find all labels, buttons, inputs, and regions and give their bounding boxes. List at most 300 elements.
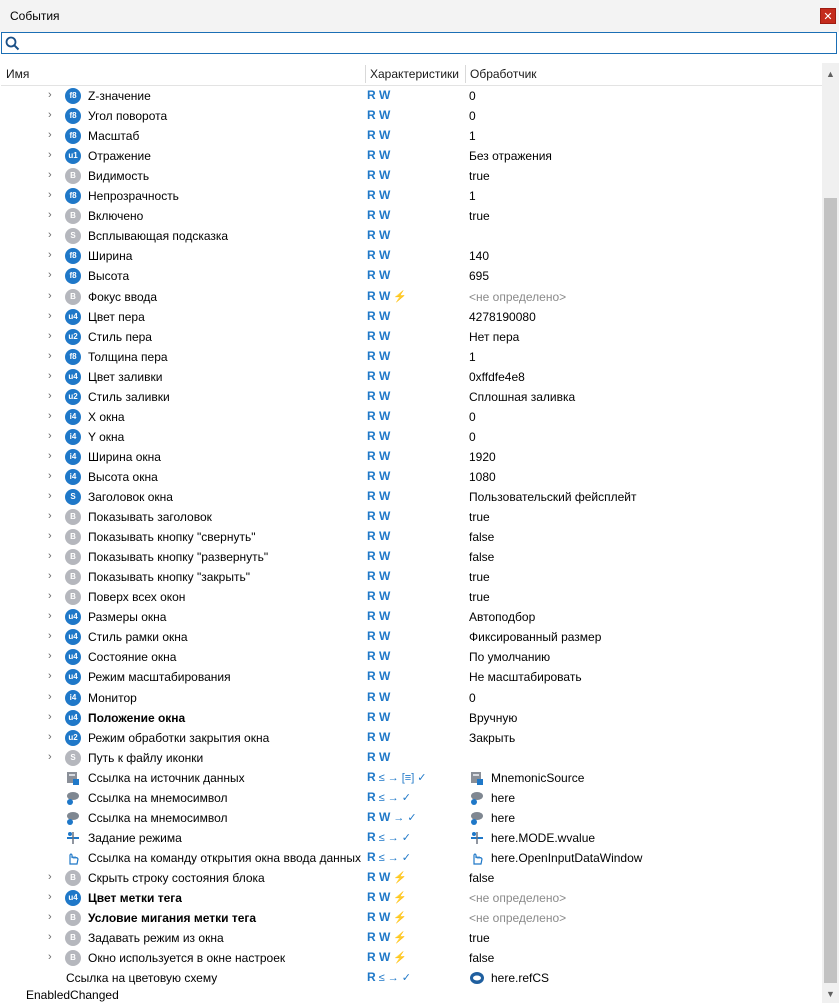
type-badge-icon: u2 [65,730,81,746]
rw-flags: R W [367,368,391,383]
property-characteristics [367,509,393,525]
rw-flags: R W [367,428,391,443]
property-name: Положение окна [88,710,186,725]
column-props[interactable]: Характеристики [370,67,459,81]
table-row[interactable] [0,206,822,226]
property-characteristics [367,810,420,826]
table-row[interactable] [0,186,822,206]
property-name: Режим обработки закрытия окна [88,730,270,745]
property-name: X окна [88,409,125,424]
type-badge-icon: B [65,910,81,926]
property-name: Видимость [88,169,150,184]
search-icon [5,36,20,51]
rw-flags: R W [367,468,391,483]
handler-value[interactable]: false [469,870,495,885]
property-name: Цвет пера [88,309,145,324]
expand-chevron-icon[interactable]: › [48,109,52,122]
handler-value[interactable]: <не определено> [469,289,567,304]
table-row[interactable] [0,768,822,788]
property-name: Всплывающая подсказка [88,229,229,244]
vertical-scrollbar[interactable] [822,63,839,1003]
handler-value[interactable]: true [469,209,490,224]
table-row[interactable] [0,828,822,848]
handler-value[interactable]: Сплошная заливка [469,389,576,404]
table-row[interactable] [0,287,822,307]
table-row[interactable] [0,367,822,387]
expand-chevron-icon[interactable]: › [48,710,52,723]
rw-flags: R W [367,669,391,684]
handler-value[interactable]: false [469,550,495,565]
type-badge-icon: B [65,569,81,585]
handler-value[interactable]: 1080 [469,469,496,484]
column-handler[interactable]: Обработчик [470,67,537,81]
property-characteristics [367,730,393,746]
expand-chevron-icon[interactable]: › [48,349,52,362]
property-name: Стиль пера [88,329,152,344]
rw-flags: R W [367,509,391,524]
expand-chevron-icon[interactable]: › [48,129,52,142]
expand-chevron-icon[interactable]: › [48,449,52,462]
title-bar [0,0,839,32]
arrow-right-icon: → [387,791,399,804]
handler-value[interactable]: 1 [469,349,476,364]
rw-flags: R W [367,950,391,965]
arrow-right-icon: → [387,972,399,985]
property-characteristics [367,529,393,545]
table-row[interactable] [0,607,822,627]
table-row[interactable] [0,908,822,928]
rw-flags: R W [367,228,391,243]
expand-chevron-icon[interactable]: › [48,911,52,924]
handler-value[interactable]: Вручную [469,710,518,725]
type-badge-icon: B [65,870,81,886]
table-row[interactable] [0,347,822,367]
property-characteristics [367,449,393,465]
rw-flags: R W [367,869,391,884]
hand-icon [65,850,81,866]
table-row[interactable] [0,808,822,828]
expand-chevron-icon[interactable]: › [48,931,52,944]
table-row[interactable] [0,407,822,427]
handler-value[interactable]: 0 [469,109,476,124]
colorscheme-icon [469,970,485,986]
property-name: Ширина [88,249,133,264]
rw-flags: R W [367,549,391,564]
property-characteristics [367,429,393,445]
property-name: Включено [88,209,144,224]
property-characteristics [367,369,393,385]
expand-chevron-icon[interactable]: › [48,870,52,883]
table-row[interactable] [0,126,822,146]
property-characteristics [367,750,393,766]
property-characteristics [367,790,414,806]
rw-flags: R [367,970,376,985]
expand-chevron-icon[interactable]: › [48,550,52,563]
table-row[interactable] [0,447,822,467]
check-icon: ✓ [407,811,417,824]
search-bar[interactable] [1,32,837,54]
handler-value[interactable]: 1920 [469,449,496,464]
rw-flags: R W [367,348,391,363]
expand-chevron-icon[interactable]: › [48,469,52,482]
expand-chevron-icon[interactable]: › [48,149,52,162]
type-badge-icon: i4 [65,690,81,706]
table-row[interactable] [0,848,822,868]
search-input[interactable] [24,34,824,51]
handler-value[interactable]: <не определено> [469,911,567,926]
rw-flags: R W [367,208,391,223]
property-characteristics [367,629,393,645]
expand-chevron-icon[interactable]: › [48,429,52,442]
property-name: Скрыть строку состояния блока [88,870,265,885]
property-name: Поверх всех окон [88,590,186,605]
property-characteristics [367,930,410,946]
table-row[interactable] [0,226,822,246]
rw-flags: R W [367,288,391,303]
property-name: Толщина пера [88,349,168,364]
property-name: Задание режима [88,830,182,845]
expand-chevron-icon[interactable]: › [48,369,52,382]
property-characteristics [367,950,410,966]
property-name: Угол поворота [88,109,168,124]
type-badge-icon: f8 [65,349,81,365]
property-name: Путь к файлу иконки [88,750,204,765]
expand-chevron-icon[interactable]: › [48,891,52,903]
scroll-up-icon[interactable]: ▲ [826,69,835,79]
expand-chevron-icon[interactable]: › [48,409,52,422]
handler-value[interactable]: false [469,951,495,966]
expand-chevron-icon[interactable]: › [48,490,52,502]
expand-chevron-icon[interactable]: › [48,329,52,342]
property-name: Показывать кнопку "свернуть" [88,530,256,545]
handler-value[interactable]: 695 [469,269,490,284]
expand-chevron-icon[interactable]: › [48,690,52,703]
property-name: Y окна [88,429,125,444]
table-row[interactable] [0,266,822,286]
expand-chevron-icon[interactable]: › [48,730,52,743]
property-characteristics [367,890,410,906]
table-row[interactable] [0,667,822,687]
rw-flags: R W [367,88,391,102]
table-row[interactable] [0,587,822,607]
property-name: Размеры окна [88,610,167,625]
property-characteristics [367,108,393,124]
handler-value[interactable]: Пользовательский фейсплейт [469,490,637,504]
expand-chevron-icon[interactable]: › [48,630,52,643]
property-characteristics [367,248,393,264]
handler-value[interactable]: true [469,169,490,184]
handler-value[interactable]: MnemonicSource [491,770,585,785]
property-characteristics [367,469,393,485]
type-badge-icon: B [65,950,81,966]
property-name: Масштаб [88,129,140,144]
property-characteristics [367,569,393,585]
type-badge-icon: u4 [65,649,81,665]
lightning-icon: ⚡ [393,892,408,904]
type-badge-icon: u2 [65,329,81,345]
expand-chevron-icon[interactable]: › [48,309,52,322]
handler-value[interactable]: Фиксированный размер [469,630,602,645]
property-name: Отражение [88,149,151,164]
arrow-right-icon: → [387,851,399,864]
expand-chevron-icon[interactable]: › [48,289,52,302]
type-badge-icon: i4 [65,449,81,465]
expand-chevron-icon[interactable]: › [48,229,52,242]
property-name: Ссылка на источник данных [88,770,245,785]
expand-chevron-icon[interactable]: › [48,570,52,583]
property-characteristics [367,649,393,665]
handler-value[interactable]: <не определено> [469,891,567,905]
property-characteristics [367,268,393,284]
property-name: Показывать кнопку "закрыть" [88,570,250,585]
table-row[interactable] [0,467,822,487]
property-characteristics [367,710,393,726]
less-equal-icon: ≤ [378,972,385,985]
column-name[interactable]: Имя [6,67,30,81]
rw-flags: R W [367,729,391,744]
check-icon: ✓ [401,791,411,804]
property-characteristics [367,88,393,104]
table-row[interactable] [0,307,822,327]
type-badge-icon: i4 [65,409,81,425]
expand-chevron-icon[interactable]: › [48,269,52,282]
property-characteristics [367,770,429,786]
expand-chevron-icon[interactable]: › [48,610,52,623]
close-button[interactable]: ✕ [820,8,836,24]
table-row[interactable] [0,86,822,106]
handler-value[interactable]: Автоподбор [469,610,536,625]
handler-value[interactable]: true [469,590,490,605]
mode-icon [65,830,81,846]
type-badge-icon: u4 [65,710,81,726]
property-characteristics [367,148,393,164]
property-name: Монитор [88,690,137,705]
check-icon: ✓ [401,972,411,985]
handler-value[interactable]: По умолчанию [469,650,551,665]
expand-chevron-icon[interactable]: › [48,670,52,683]
property-name: Окно используется в окне настроек [88,951,286,966]
handler-value[interactable]: Не масштабировать [469,670,582,685]
table-row[interactable] [0,708,822,728]
expand-chevron-icon[interactable]: › [48,389,52,402]
handler-value[interactable]: true [469,931,490,946]
expand-chevron-icon[interactable]: › [48,650,52,663]
rw-flags: R W [367,890,391,904]
handler-value[interactable]: here.OpenInputDataWindow [491,850,643,865]
handler-value[interactable]: false [469,530,495,545]
table-row[interactable] [0,507,822,527]
rw-flags: R W [367,589,391,604]
property-name: Ссылка на команду открытия окна ввода данных [88,850,362,865]
property-characteristics [367,850,414,866]
property-characteristics [367,549,393,565]
property-characteristics [367,609,393,625]
type-badge-icon: i4 [65,429,81,445]
events-grid [0,86,822,1003]
table-row[interactable] [0,688,822,708]
less-equal-icon: ≤ [378,771,385,784]
expand-chevron-icon[interactable]: › [48,951,52,964]
handler-value[interactable]: 0 [469,409,476,424]
expand-chevron-icon[interactable]: › [48,750,52,763]
table-row[interactable] [0,968,822,988]
window-title: События [10,9,60,23]
table-row[interactable] [0,567,822,587]
type-badge-icon: u4 [65,609,81,625]
rw-flags: R W [367,529,391,544]
type-badge-icon: u4 [65,309,81,325]
handler-value[interactable]: 140 [469,249,490,264]
property-name: Условие мигания метки тега [88,911,257,926]
property-name: Ссылка на цветовую схему [66,971,218,986]
handler-value[interactable]: 0 [469,429,476,444]
expand-chevron-icon[interactable]: › [48,169,52,182]
lightning-icon: ⚡ [393,952,408,965]
type-badge-icon: u4 [65,629,81,645]
lightning-icon: ⚡ [393,932,408,945]
type-badge-icon: B [65,168,81,184]
property-name: Непрозрачность [88,189,179,204]
expand-chevron-icon[interactable]: › [48,89,52,101]
expand-chevron-icon[interactable]: › [48,209,52,222]
expand-chevron-icon[interactable]: › [48,530,52,543]
handler-value[interactable]: here.MODE.wvalue [491,830,596,845]
property-characteristics [367,489,393,505]
handler-value[interactable]: 4278190080 [469,309,536,324]
type-badge-icon: S [65,228,81,244]
bottom-item[interactable]: EnabledChanged [26,988,119,1002]
type-badge-icon: u4 [65,369,81,385]
rw-flags: R W [367,408,391,423]
handler-value[interactable]: Нет пера [469,329,520,344]
rw-flags: R [367,789,376,804]
scroll-down-icon[interactable]: ▼ [826,989,835,999]
type-badge-icon: B [65,589,81,605]
property-characteristics [367,188,393,204]
property-name: Показывать заголовок [88,510,212,525]
property-characteristics [367,329,393,345]
rw-flags: R W [367,248,391,263]
property-characteristics [367,208,393,224]
table-row[interactable] [0,928,822,948]
table-row[interactable] [0,166,822,186]
scroll-thumb[interactable] [824,198,837,983]
type-badge-icon: u4 [65,669,81,685]
handler-value[interactable]: 0 [469,89,476,103]
rw-flags: R W [367,108,391,123]
rw-flags: R W [367,609,391,624]
type-badge-icon: B [65,930,81,946]
table-row[interactable] [0,948,822,968]
table-row[interactable] [0,427,822,447]
property-characteristics [367,830,414,846]
type-badge-icon: f8 [65,88,81,104]
handler-value[interactable]: Без отражения [469,149,552,164]
expand-chevron-icon[interactable]: › [48,510,52,523]
handler-value[interactable]: 1 [469,129,476,144]
table-row[interactable] [0,106,822,126]
arrow-right-icon: → [387,831,399,844]
table-row[interactable] [0,246,822,266]
rw-flags: R W [367,749,391,764]
property-characteristics [367,289,410,305]
table-row[interactable] [0,647,822,667]
type-badge-icon: B [65,208,81,224]
expand-chevron-icon[interactable]: › [48,189,52,202]
rw-flags: R W [367,629,391,644]
property-name: Задавать режим из окна [88,931,224,946]
rw-flags: R W [367,188,391,203]
column-separator[interactable] [365,65,366,83]
table-row[interactable] [0,146,822,166]
handler-value[interactable]: 0 [469,690,476,705]
property-name: Показывать кнопку "развернуть" [88,550,269,565]
table-row[interactable] [0,728,822,748]
mnemo-icon [65,810,81,826]
expand-chevron-icon[interactable]: › [48,590,52,603]
column-separator[interactable] [465,65,466,83]
property-characteristics [367,970,414,986]
table-row[interactable] [0,868,822,888]
table-row[interactable] [0,327,822,347]
datasource-icon [65,770,81,786]
property-name: Стиль заливки [88,389,170,404]
type-badge-icon: S [65,750,81,766]
handler-value[interactable]: true [469,510,490,525]
handler-value[interactable]: 0xffdfe4e8 [469,369,525,384]
handler-value[interactable]: here [491,810,516,825]
property-name: Высота окна [88,469,158,484]
rw-flags: R W [367,268,391,283]
property-name: Ширина окна [88,449,161,464]
table-row[interactable] [0,487,822,507]
handler-value[interactable]: Закрыть [469,730,516,745]
type-badge-icon: B [65,509,81,525]
property-name: Режим масштабирования [88,670,231,685]
handler-value[interactable]: here.refCS [491,971,550,986]
arrow-right-icon: → [393,811,405,824]
less-equal-icon: ≤ [378,791,385,804]
table-row[interactable] [0,888,822,908]
property-name: Ссылка на мнемосимвол [88,810,228,825]
table-row[interactable] [0,387,822,407]
rw-flags: R W [367,910,391,925]
property-name: Ссылка на мнемосимвол [88,790,228,805]
table-row[interactable] [0,748,822,768]
rw-flags: R W [367,328,391,343]
property-name: Цвет метки тега [88,891,182,905]
rw-flags: R W [367,689,391,704]
table-row[interactable] [0,627,822,647]
rw-flags: R W [367,709,391,724]
handler-value[interactable]: 1 [469,189,476,204]
property-name: Высота [88,269,130,284]
property-characteristics [367,669,393,685]
table-row[interactable] [0,788,822,808]
handler-value[interactable]: here [491,790,516,805]
table-row[interactable] [0,527,822,547]
expand-chevron-icon[interactable]: › [48,249,52,262]
table-row[interactable] [0,547,822,567]
rw-flags: R W [367,448,391,463]
arrow-right-icon: → [387,771,399,784]
mnemo-icon [65,790,81,806]
property-characteristics [367,349,393,365]
handler-value[interactable]: true [469,570,490,585]
rw-flags: R [367,829,376,844]
less-equal-icon: ≤ [378,831,385,844]
property-characteristics [367,910,410,926]
